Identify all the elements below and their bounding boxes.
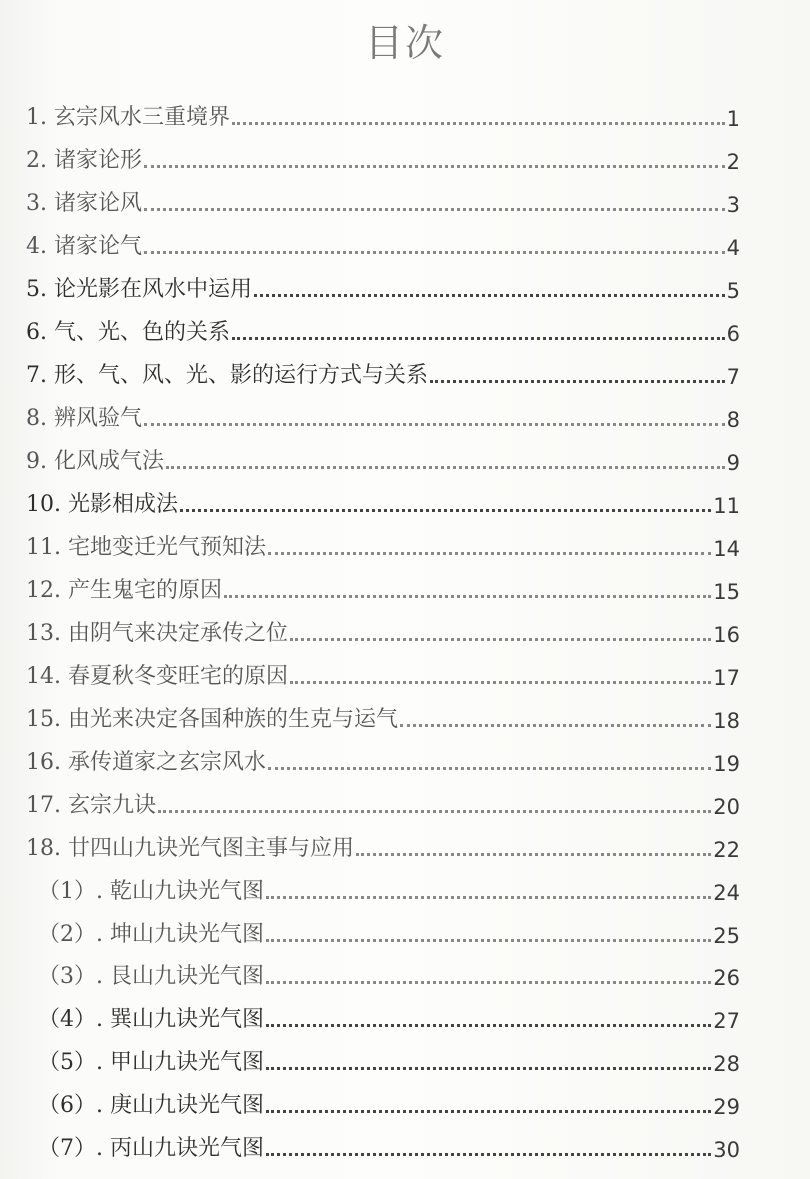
toc-page-number: 9 bbox=[726, 451, 740, 475]
toc-entry bbox=[26, 90, 740, 133]
toc-leader-dots bbox=[266, 896, 711, 899]
toc-page-number: 24 bbox=[713, 880, 740, 905]
toc-entry-label: 5. 论光影在风水中运用 bbox=[26, 277, 252, 302]
toc-leader-dots bbox=[144, 165, 725, 168]
toc-entry-label: 13. 由阴气来决定承传之位 bbox=[26, 621, 288, 646]
toc-entry-label: 16. 承传道家之玄宗风水 bbox=[26, 750, 266, 775]
toc-page-number: 2 bbox=[726, 150, 740, 174]
toc-leader-dots bbox=[430, 380, 725, 383]
toc-page-number: 27 bbox=[713, 1009, 740, 1034]
toc-entry-label: 3. 诸家论风 bbox=[26, 191, 142, 216]
toc-page-number: 16 bbox=[713, 623, 740, 647]
toc-leader-dots bbox=[144, 423, 725, 426]
toc-entry bbox=[26, 821, 740, 864]
toc-entry-label: （4）. 巽山九诀光气图 bbox=[38, 1007, 264, 1033]
toc-entry-label: 8. 辨风验气 bbox=[26, 406, 142, 431]
toc-entry-label: 12. 产生鬼宅的原因 bbox=[26, 578, 222, 603]
toc-leader-dots bbox=[232, 122, 725, 125]
toc-entry-label: （2）. 坤山九诀光气图 bbox=[38, 921, 264, 947]
toc-leader-dots bbox=[266, 1024, 711, 1027]
toc-page-number: 5 bbox=[726, 279, 740, 303]
toc-entry-label: 2. 诸家论形 bbox=[26, 148, 142, 173]
toc-entry-label: （6）. 庚山九诀光气图 bbox=[38, 1092, 264, 1118]
toc-entry bbox=[26, 692, 740, 735]
toc-sub-entry bbox=[26, 1035, 740, 1078]
toc-leader-dots bbox=[224, 595, 711, 598]
toc-entry bbox=[26, 563, 740, 606]
toc-entry-label: 18. 廿四山九诀光气图主事与应用 bbox=[26, 836, 354, 861]
toc-page-number: 22 bbox=[713, 838, 740, 862]
toc-entry-label: 11. 宅地变迁光气预知法 bbox=[26, 535, 266, 560]
toc-entry-label: 1. 玄宗风水三重境界 bbox=[26, 105, 230, 130]
toc-leader-dots bbox=[254, 294, 725, 297]
toc-leader-dots bbox=[266, 939, 711, 942]
toc-entry-label: 9. 化风成气法 bbox=[26, 449, 164, 474]
toc-page-number: 25 bbox=[713, 923, 740, 948]
toc-leader-dots bbox=[266, 981, 711, 984]
toc-entry-label: （5）. 甲山九诀光气图 bbox=[38, 1049, 264, 1075]
toc-leader-dots bbox=[266, 1110, 711, 1113]
toc-entry bbox=[26, 305, 740, 348]
toc-sub-entry bbox=[26, 907, 740, 950]
toc-page-number: 28 bbox=[713, 1051, 740, 1076]
toc-page-number: 8 bbox=[726, 408, 740, 432]
toc-page-number: 15 bbox=[713, 580, 740, 604]
toc-entry bbox=[26, 649, 740, 692]
toc-entry bbox=[26, 735, 740, 778]
toc-page-number: 7 bbox=[726, 365, 740, 389]
toc-entry-label: 14. 春夏秋冬变旺宅的原因 bbox=[26, 664, 288, 689]
toc-leader-dots bbox=[400, 724, 711, 727]
toc-page-number: 1 bbox=[726, 107, 740, 131]
toc-leader-dots bbox=[144, 208, 725, 211]
toc-sub-entry bbox=[26, 864, 740, 907]
toc-entry-label: 4. 诸家论气 bbox=[26, 234, 142, 259]
toc-entry bbox=[26, 434, 740, 477]
toc-entry bbox=[26, 391, 740, 434]
table-of-contents bbox=[26, 90, 740, 1164]
toc-sub-entry bbox=[26, 950, 740, 993]
toc-page-number: 14 bbox=[713, 537, 740, 561]
toc-page-number: 18 bbox=[713, 709, 740, 733]
toc-entry-label: 15. 由光来决定各国种族的生克与运气 bbox=[26, 707, 398, 732]
toc-page-number: 17 bbox=[713, 666, 740, 690]
toc-entry-label: 6. 气、光、色的关系 bbox=[26, 320, 230, 345]
toc-entry bbox=[26, 219, 740, 262]
toc-leader-dots bbox=[158, 810, 711, 813]
toc-leader-dots bbox=[268, 552, 711, 555]
toc-entry-label: （7）. 丙山九诀光气图 bbox=[38, 1135, 264, 1161]
toc-entry-label: （1）. 乾山九诀光气图 bbox=[38, 878, 264, 904]
toc-leader-dots bbox=[166, 466, 725, 469]
toc-entry bbox=[26, 348, 740, 391]
page-title: 目次 bbox=[364, 21, 445, 65]
toc-entry-label: （3）. 艮山九诀光气图 bbox=[38, 964, 264, 990]
toc-entry bbox=[26, 778, 740, 821]
toc-entry-label: 17. 玄宗九诀 bbox=[26, 793, 156, 818]
toc-entry bbox=[26, 606, 740, 649]
toc-page-number: 4 bbox=[726, 236, 740, 260]
toc-leader-dots bbox=[266, 1067, 711, 1070]
toc-leader-dots bbox=[290, 681, 711, 684]
toc-page-number: 29 bbox=[713, 1094, 740, 1119]
toc-entry bbox=[26, 477, 740, 520]
toc-entry-label: 10. 光影相成法 bbox=[26, 492, 178, 517]
toc-leader-dots bbox=[266, 1153, 711, 1156]
toc-entry bbox=[26, 133, 740, 176]
toc-page-number: 6 bbox=[726, 322, 740, 346]
toc-entry bbox=[26, 262, 740, 305]
toc-leader-dots bbox=[144, 251, 725, 254]
toc-entry-label: 7. 形、气、风、光、影的运行方式与关系 bbox=[26, 363, 428, 388]
toc-leader-dots bbox=[290, 638, 711, 641]
toc-leader-dots bbox=[180, 509, 711, 512]
toc-page-number: 30 bbox=[713, 1137, 740, 1162]
toc-leader-dots bbox=[232, 337, 725, 340]
toc-leader-dots bbox=[356, 853, 711, 856]
toc-sub-entry bbox=[26, 992, 740, 1035]
toc-entry bbox=[26, 176, 740, 219]
toc-entry bbox=[26, 520, 740, 563]
toc-sub-entry bbox=[26, 1121, 740, 1164]
toc-leader-dots bbox=[268, 767, 711, 770]
toc-page-number: 19 bbox=[713, 752, 740, 776]
toc-page-number: 20 bbox=[713, 795, 740, 819]
toc-page-number: 3 bbox=[726, 193, 740, 217]
toc-sub-entry bbox=[26, 1078, 740, 1121]
toc-page-number: 26 bbox=[713, 966, 740, 991]
toc-page-number: 11 bbox=[713, 494, 740, 518]
